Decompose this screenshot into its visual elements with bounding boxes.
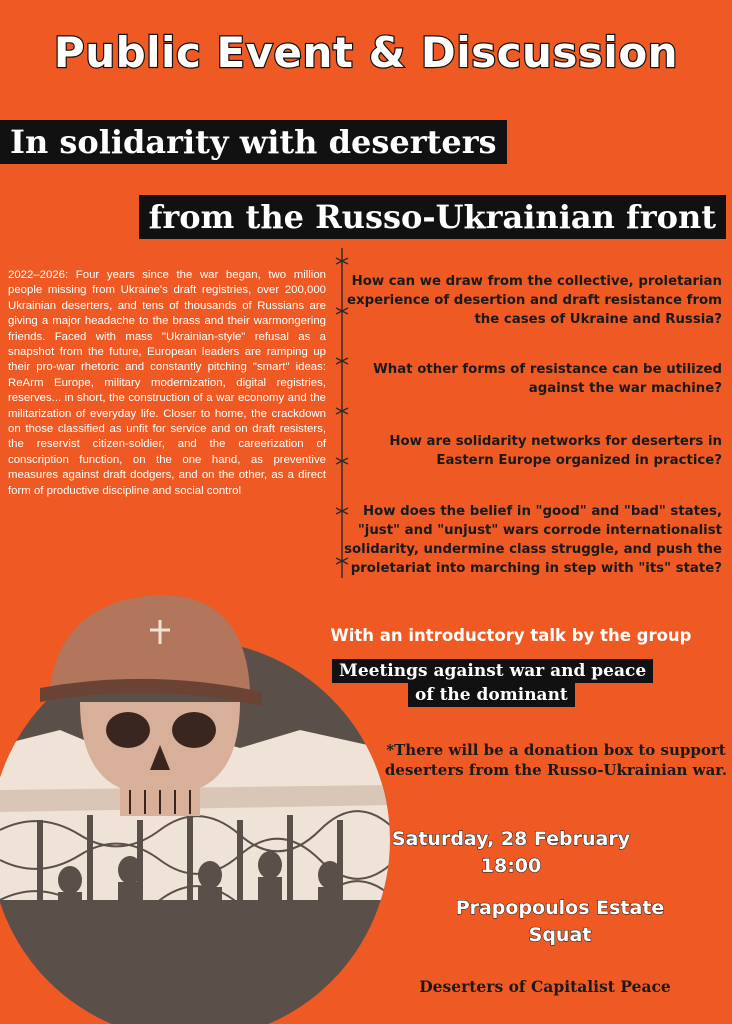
talk-intro: With an introductory talk by the group xyxy=(330,626,692,645)
subtitle-banner-2: from the Russo-Ukrainian front xyxy=(139,195,726,239)
intro-paragraph: 2022–2026: Four years since the war began, two million people missing from Ukraine's draft registries, over 200,000 Ukrainian deserters, and tens of thousands of Russians are giving a major headache to the brass and their warmongering friends. Faced with mass "Ukrainian-style" refusal as a snapshot from the future, European leaders are ramping up their pro-war rhetoric and constantly pitching "smart" ideas: ReArm Europe, military modernization, digital registries, reserves... in short, the construction of a war economy and the militarization of everyday life. Closer to home, the crackdown on those classified as unfit for service and on draft resisters, the reservist citizen-soldier, and the careerization of conscription function, on the one hand, as preventive measures against draft dodgers, and on the other, as a direct form of productive discipline and social control xyxy=(8,269,326,497)
venue-line-2: Squat xyxy=(528,924,592,946)
group-name-line-2: of the dominant xyxy=(408,683,575,707)
event-venue xyxy=(420,895,700,949)
question-2: What other forms of resistance can be utilized against the war machine? xyxy=(373,362,722,396)
skull-helmet-illustration xyxy=(0,580,390,1024)
event-date: Saturday, 28 February xyxy=(391,828,631,850)
question-4: How does the belief in "good" and "bad" states, "just" and "unjust" wars corrode internationalist solidarity, undermine class struggle, and push the proletariat into marching in step with "its" state? xyxy=(344,504,722,576)
event-date-time xyxy=(290,826,732,880)
question-3: How are solidarity networks for deserters in Eastern Europe organized in practice? xyxy=(389,434,722,468)
subtitle-banner-1: In solidarity with deserters xyxy=(0,120,507,164)
donation-note: *There will be a donation box to support deserters from the Russo-Ukrainian war. xyxy=(384,741,728,779)
event-title: Public Event & Discussion xyxy=(53,28,679,77)
group-name-line-1: Meetings against war and peace xyxy=(332,659,653,683)
venue-line-1: Prapopoulos Estate xyxy=(455,897,665,919)
organizer-signature: Deserters of Capitalist Peace xyxy=(419,977,671,996)
question-1: How can we draw from the collective, proletarian experience of desertion and draft resistance from the cases of Ukraine and Russia? xyxy=(346,274,722,327)
event-time: 18:00 xyxy=(480,855,542,877)
